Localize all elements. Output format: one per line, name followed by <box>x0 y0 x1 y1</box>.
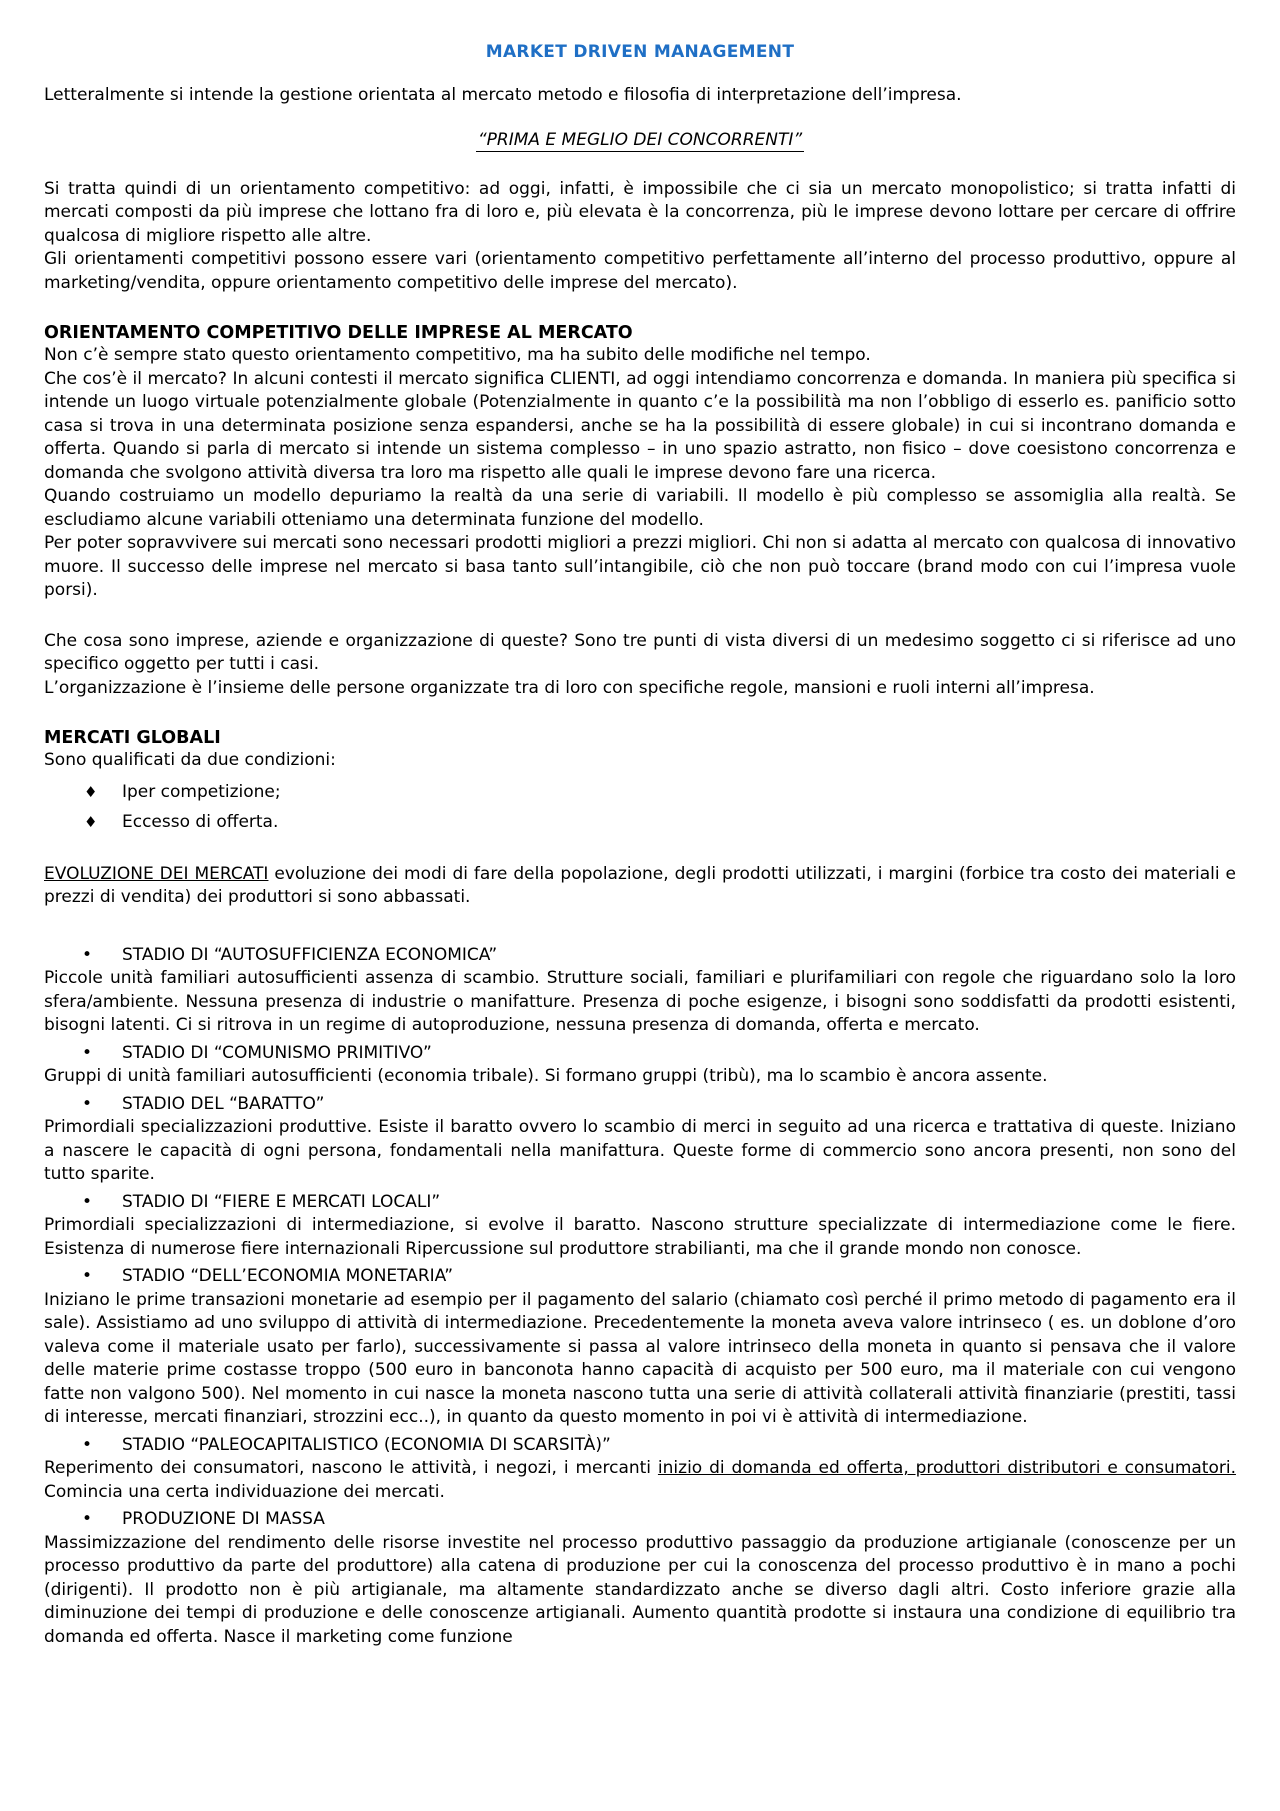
stage-description: Gruppi di unità familiari autosufficienti (economia tribale). Si formano gruppi (tribù), ma lo scambio è ancora assente. <box>44 1066 1048 1086</box>
spacer <box>44 700 1236 727</box>
paragraph-history: Non c’è sempre stato questo orientamento competitivo, ma ha subito delle modifiche nel tempo. <box>44 345 871 365</box>
conditions-list <box>44 777 1236 837</box>
stage-title: • STADIO DI “FIERE E MERCATI LOCALI” <box>44 1191 1236 1215</box>
paragraph-model: Quando costruiamo un modello depuriamo la realtà da una serie di variabili. Il modello è più complesso se assomiglia alla realtà. Se escludiamo alcune variabili otteniamo una determinata funzione del modello. <box>44 486 1236 530</box>
bullet-dot-icon: • <box>82 1434 93 1455</box>
stage-title: • PRODUZIONE DI MASSA <box>44 1508 1236 1532</box>
paragraph-survival: Per poter sopravvivere sui mercati sono necessari prodotti migliori a prezzi migliori. Chi non si adatta al mercato con qualcosa di innovativo muore. Il successo delle imprese nel mercato si basa tanto sull’intangibile, ciò che non può toccare (brand modo con cui l’impresa vuole porsi). <box>44 533 1236 600</box>
paragraph-conditions-lead: Sono qualificati da due condizioni: <box>44 750 336 770</box>
intro-paragraph: Letteralmente si intende la gestione orientata al mercato metodo e filosofia di interpretazione dell’impresa. <box>44 85 962 105</box>
section-heading-mercati-globali: MERCATI GLOBALI <box>44 728 221 748</box>
section-heading-orientamento: ORIENTAMENTO COMPETITIVO DELLE IMPRESE AL MERCATO <box>44 323 633 343</box>
list-item-text: Eccesso di offerta. <box>122 811 279 832</box>
stage-title: • STADIO DI “AUTOSUFFICIENZA ECONOMICA” <box>44 944 1236 968</box>
stage-description: Piccole unità familiari autosufficienti assenza di scambio. Strutture sociali, familiari e plurifamiliari con regole che riguardano solo la loro sfera/ambiente. Nessuna presenza di industrie o manifatture. Presenza di poche esigenze, i bisogni sono soddisfatti da prodotti esistenti, bisogni latenti. Ci si ritrova in un regime di autoproduzione, nessuna presenza di domanda, offerta e mercato. <box>44 968 1236 1035</box>
bullet-dot-icon: • <box>82 1191 93 1212</box>
list-item <box>44 807 1236 837</box>
document-page <box>44 40 1236 1649</box>
bullet-dot-icon: • <box>82 1042 93 1063</box>
diamond-bullet-icon: ♦ <box>84 812 98 831</box>
bullet-dot-icon: • <box>82 1266 93 1286</box>
stage-description: Reperimento dei consumatori, nascono le attività, i negozi, i mercanti inizio di domanda ed offerta, produttori distributori e consumatori. Comincia una certa individuazione dei mercati. <box>44 1458 1236 1502</box>
bullet-dot-icon: • <box>82 1509 93 1529</box>
paragraph-market-definition: Che cos’è il mercato? In alcuni contesti il mercato significa CLIENTI, ad oggi intendiamo concorrenza e domanda. In maniera più specifica si intende un luogo virtuale potenzialmente globale (Potenzialmente in quanto c’e la possibilità ma non l’obbligo di esserlo es. panificio sotto casa si trova in una determinata posizione senza espandersi, anche se ha la possibilità di essere globale) in cui si incontrano domanda e offerta. Quando si parla di mercato si intende un sistema complesso – in uno spazio astratto, non fisico – dove coesistono concorrenza e domanda che svolgono attività diversa tra loro ma rispetto alle quali le imprese devono fare una ricerca. <box>44 368 1236 483</box>
paragraph-competitive: Si tratta quindi di un orientamento competitivo: ad oggi, infatti, è impossibile che ci sia un mercato monopolistico; si tratta infatti di mercati composti da più imprese che lottano fra di loro e, più elevata è la concorrenza, più le imprese devono lottare per cercare di offrire qualcosa di migliore rispetto alle altre. <box>44 178 1236 246</box>
diamond-bullet-icon: ♦ <box>84 782 98 801</box>
stage-title: • STADIO DI “COMUNISMO PRIMITIVO” <box>44 1042 1236 1066</box>
bullet-dot-icon: • <box>82 1093 93 1114</box>
stage-title: • STADIO “DELL’ECONOMIA MONETARIA” <box>44 1265 1236 1289</box>
spacer <box>44 603 1236 630</box>
underlined-phrase: inizio di domanda ed offerta, produttori distributori e consumatori. <box>657 1458 1236 1478</box>
paragraph-evolution <box>44 863 1236 910</box>
stage-title: • STADIO “PALEOCAPITALISTICO (ECONOMIA DI SCARSITÀ)” <box>44 1434 1236 1458</box>
stage-description: Iniziano le prime transazioni monetarie ad esempio per il pagamento del salario (chiamato così perché il primo metodo di pagamento era il sale). Assistiamo ad uno sviluppo di attività di intermediazione. Precedentemente la moneta aveva valore intrinseco ( es. un doblone d’oro valeva come il materiale usato per farlo), successivamente si passa al valore intrinseco della moneta in quanto si pensava che il valore delle materie prime costasse troppo (500 euro in banconota hanno capacità di acquisto per 500 euro, ma il materiale con cui vengono fatte non valgono 500). Nel momento in cui nasce la moneta nascono tutta una serie di attività collaterali attività finanziarie (prestiti, tassi di interesse, mercati finanziari, strozzini ecc..), in quanto da questo momento in poi vi è attività di intermediazione. <box>44 1289 1236 1427</box>
stage-description: Primordiali specializzazioni produttive. Esiste il baratto ovvero lo scambio di merci in seguito ad una ricerca e trattativa di queste. Iniziano a nascere le capacità di ogni persona, fondamentali nella manifattura. Queste forme di commercio sono ancora presenti, non sono del tutto sparite. <box>44 1117 1236 1184</box>
list-item <box>44 777 1236 807</box>
paragraph-organization: L’organizzazione è l’insieme delle persone organizzate tra di loro con specifiche regole, mansioni e ruoli interni all’impresa. <box>44 677 1095 698</box>
stage-description: Primordiali specializzazioni di intermediazione, si evolve il baratto. Nascono strutture specializzate di intermediazione come le fiere. Esistenza di numerose fiere internazionali Ripercussione sul produttore strabilianti, ma che il grande mondo non conosce. <box>44 1215 1236 1259</box>
evolution-text: evoluzione dei modi di fare della popolazione, degli prodotti utilizzati, i margini (forbice tra costo dei materiali e prezzi di vendita) dei produttori si sono abbassati. <box>44 863 1236 907</box>
slogan-subtitle <box>44 128 1236 152</box>
spacer <box>44 295 1236 322</box>
bullet-dot-icon: • <box>82 944 93 965</box>
paragraph-orientations: Gli orientamenti competitivi possono essere vari (orientamento competitivo perfettamente all’interno del processo produttivo, oppure al marketing/vendita, oppure orientamento competitivo delle imprese del mercato). <box>44 249 1236 293</box>
evolution-label: EVOLUZIONE DEI MERCATI <box>44 863 269 884</box>
stage-title: • STADIO DEL “BARATTO” <box>44 1093 1236 1117</box>
paragraph-companies: Che cosa sono imprese, aziende e organizzazione di queste? Sono tre punti di vista diversi di un medesimo soggetto ci si riferisce ad uno specifico oggetto per tutti i casi. <box>44 630 1236 674</box>
list-item-text: Iper competizione; <box>122 781 281 802</box>
stage-description: Massimizzazione del rendimento delle risorse investite nel processo produttivo passaggio da produzione artigianale (conoscenze per un processo produttivo da parte del produttore) alla catena di produzione per cui la conoscenza del processo produttivo è in mano a pochi (dirigenti). Il prodotto non è più artigianale, ma altamente standardizzato anche se diverso dagli altri. Costo inferiore grazie alla diminuzione dei tempi di produzione e delle conoscenze artigianali. Aumento quantità prodotte si instaura una condizione di equilibrio tra domanda ed offerta. Nasce il marketing come funzione <box>44 1532 1236 1647</box>
document-title: MARKET DRIVEN MANAGEMENT <box>485 42 795 62</box>
slogan-text: “PRIMA E MEGLIO DEI CONCORRENTI” <box>477 129 803 150</box>
